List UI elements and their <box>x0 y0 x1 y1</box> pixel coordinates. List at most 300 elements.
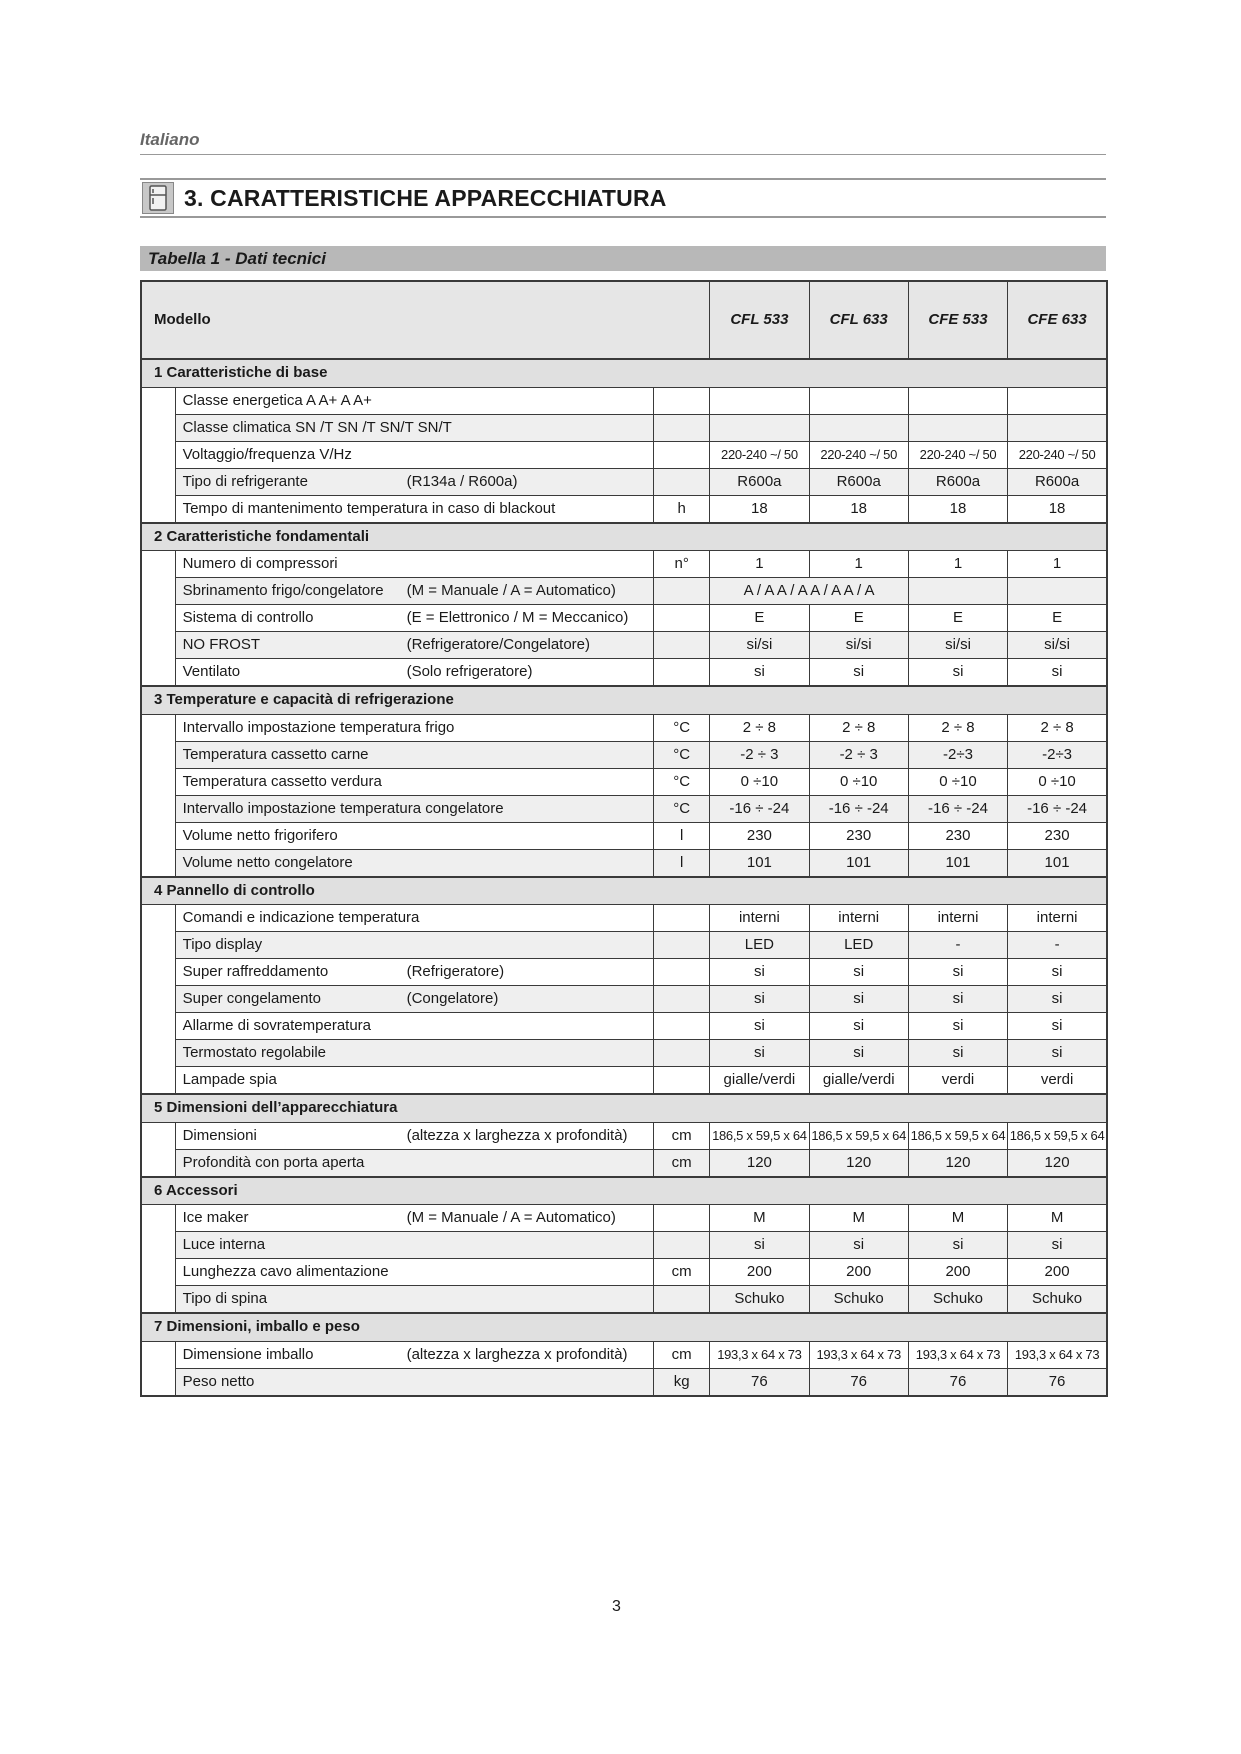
value-cell: 1 <box>809 551 908 578</box>
indent-cell <box>141 714 175 741</box>
value-cell: A / A A / A A / A A / A <box>710 578 909 605</box>
model-name: CFL 533 <box>710 281 809 359</box>
indent-cell <box>141 1149 175 1177</box>
row-label: Sbrinamento frigo/congelatore <box>182 582 384 599</box>
row-label: Super raffreddamento <box>182 963 329 980</box>
row-label: Super congelamento <box>182 990 322 1007</box>
row-label: Dimensione imballo <box>182 1345 314 1363</box>
value-cell: 230 <box>908 822 1007 849</box>
value-cell <box>908 578 1007 605</box>
value-cell: 200 <box>1008 1259 1107 1286</box>
value-cell: -16 ÷ -24 <box>908 795 1007 822</box>
row-label-cell <box>175 414 653 441</box>
row-note: (M = Manuale / A = Automatico) <box>406 1209 616 1226</box>
value-cell: si <box>710 959 809 986</box>
value-cell: 120 <box>710 1149 809 1177</box>
model-name: CFL 633 <box>809 281 908 359</box>
value-cell: si <box>710 659 809 687</box>
unit-cell: °C <box>654 795 710 822</box>
section-row <box>141 1313 1107 1341</box>
value-cell: Schuko <box>809 1286 908 1314</box>
value-cell: 101 <box>908 849 1007 877</box>
section-row <box>141 1177 1107 1205</box>
table-row <box>141 1259 1107 1286</box>
table-row <box>141 1122 1107 1149</box>
value-cell: - <box>908 932 1007 959</box>
table-row <box>141 578 1107 605</box>
value-cell: si <box>710 986 809 1013</box>
section-row <box>141 1094 1107 1122</box>
value-cell: 101 <box>809 849 908 877</box>
table-row <box>141 1040 1107 1067</box>
row-label-cell <box>175 441 653 468</box>
row-label-cell <box>175 1013 653 1040</box>
value-cell: Schuko <box>710 1286 809 1314</box>
row-label-cell <box>175 578 653 605</box>
section-title-cell: 1 Caratteristiche di base <box>141 359 1107 387</box>
unit-cell <box>654 659 710 687</box>
table-row <box>141 1341 1107 1368</box>
row-label: NO FROST <box>182 636 261 653</box>
unit-cell <box>654 1067 710 1095</box>
value-cell: Schuko <box>1008 1286 1107 1314</box>
indent-cell <box>141 1205 175 1232</box>
value-cell: E <box>710 605 809 632</box>
table-row <box>141 1232 1107 1259</box>
technical-data-table <box>140 280 1108 1397</box>
value-cell: LED <box>710 932 809 959</box>
row-label-cell <box>175 1040 653 1067</box>
value-cell: 220-240 ~/ 50 <box>1008 441 1107 468</box>
value-cell: si <box>809 659 908 687</box>
unit-cell <box>654 1286 710 1314</box>
value-cell: si/si <box>710 632 809 659</box>
technical-data-body <box>141 281 1107 1396</box>
value-cell: si <box>908 1232 1007 1259</box>
row-label: Comandi e indicazione temperatura <box>182 909 420 926</box>
value-cell <box>908 387 1007 414</box>
value-cell: interni <box>908 905 1007 932</box>
indent-cell <box>141 414 175 441</box>
row-label: Luce interna <box>182 1236 266 1253</box>
table-row <box>141 387 1107 414</box>
row-label-cell <box>175 1259 653 1286</box>
row-label-cell <box>175 468 653 495</box>
table-row <box>141 632 1107 659</box>
value-cell: si <box>908 986 1007 1013</box>
unit-cell: cm <box>654 1122 710 1149</box>
value-cell: 101 <box>710 849 809 877</box>
row-label-cell <box>175 741 653 768</box>
value-cell: si/si <box>1008 632 1107 659</box>
value-cell: si <box>710 1040 809 1067</box>
row-label: Termostato regolabile <box>182 1044 327 1061</box>
value-cell: si <box>809 959 908 986</box>
section-title-cell: 2 Caratteristiche fondamentali <box>141 523 1107 551</box>
section-header <box>140 178 1106 218</box>
value-cell: -2 ÷ 3 <box>809 741 908 768</box>
table-row <box>141 1149 1107 1177</box>
value-cell: E <box>908 605 1007 632</box>
row-label: Numero di compressori <box>182 555 338 572</box>
indent-cell <box>141 905 175 932</box>
row-label-cell <box>175 849 653 877</box>
table-row <box>141 822 1107 849</box>
unit-cell <box>654 632 710 659</box>
value-cell: 186,5 x 59,5 x 64 <box>1008 1122 1107 1149</box>
row-label: Tipo di spina <box>182 1290 268 1307</box>
unit-cell: h <box>654 495 710 523</box>
row-label-cell <box>175 495 653 523</box>
table-row <box>141 714 1107 741</box>
language-label: Italiano <box>140 130 200 149</box>
value-cell: si <box>1008 986 1107 1013</box>
row-note: (R134a / R600a) <box>406 472 518 490</box>
table-row <box>141 986 1107 1013</box>
row-label: Allarme di sovratemperatura <box>182 1017 372 1034</box>
value-cell <box>809 387 908 414</box>
row-label-cell <box>175 1341 653 1368</box>
section-row <box>141 686 1107 714</box>
value-cell: 18 <box>908 495 1007 523</box>
indent-cell <box>141 495 175 523</box>
section-title-cell: 3 Temperature e capacità di refrigerazione <box>141 686 1107 714</box>
table-row <box>141 659 1107 687</box>
table-row <box>141 495 1107 523</box>
indent-cell <box>141 1067 175 1095</box>
section-title-cell: 5 Dimensioni dell’apparecchiatura <box>141 1094 1107 1122</box>
table-caption: Tabella 1 - Dati tecnici <box>140 246 1106 271</box>
model-header-row <box>141 281 1107 359</box>
table-row <box>141 932 1107 959</box>
value-cell: 193,3 x 64 x 73 <box>1008 1341 1107 1368</box>
value-cell: -2÷3 <box>1008 741 1107 768</box>
row-label: Volume netto frigorifero <box>182 826 338 844</box>
value-cell: 2 ÷ 8 <box>710 714 809 741</box>
value-cell: -16 ÷ -24 <box>1008 795 1107 822</box>
value-cell: 0 ÷10 <box>1008 768 1107 795</box>
table-row <box>141 1286 1107 1314</box>
value-cell: E <box>1008 605 1107 632</box>
row-label-cell <box>175 1122 653 1149</box>
row-label-cell <box>175 959 653 986</box>
value-cell: interni <box>1008 905 1107 932</box>
indent-cell <box>141 387 175 414</box>
value-cell: 0 ÷10 <box>710 768 809 795</box>
unit-cell: l <box>654 822 710 849</box>
unit-cell <box>654 1205 710 1232</box>
model-label: Modello <box>141 281 710 359</box>
value-cell: Schuko <box>908 1286 1007 1314</box>
unit-cell <box>654 578 710 605</box>
row-note: (M = Manuale / A = Automatico) <box>406 582 616 599</box>
row-label-cell <box>175 986 653 1013</box>
value-cell: si <box>908 659 1007 687</box>
indent-cell <box>141 1040 175 1067</box>
value-cell <box>1008 414 1107 441</box>
value-cell: 120 <box>1008 1149 1107 1177</box>
value-cell: 2 ÷ 8 <box>809 714 908 741</box>
value-cell: M <box>710 1205 809 1232</box>
indent-cell <box>141 605 175 632</box>
value-cell: si <box>908 959 1007 986</box>
value-cell: 186,5 x 59,5 x 64 <box>809 1122 908 1149</box>
value-cell: M <box>908 1205 1007 1232</box>
row-note: (Solo refrigeratore) <box>406 663 533 680</box>
value-cell: si <box>1008 1040 1107 1067</box>
value-cell: - <box>1008 932 1107 959</box>
row-label: Ice maker <box>182 1209 249 1226</box>
value-cell: R600a <box>809 468 908 495</box>
value-cell: 76 <box>809 1368 908 1396</box>
value-cell: si <box>1008 659 1107 687</box>
unit-cell: °C <box>654 741 710 768</box>
value-cell: gialle/verdi <box>710 1067 809 1095</box>
value-cell: gialle/verdi <box>809 1067 908 1095</box>
row-label-cell <box>175 605 653 632</box>
unit-cell <box>654 468 710 495</box>
table-row <box>141 768 1107 795</box>
table-row <box>141 905 1107 932</box>
value-cell <box>908 414 1007 441</box>
row-label-cell <box>175 1368 653 1396</box>
table-row <box>141 741 1107 768</box>
value-cell: 230 <box>1008 822 1107 849</box>
value-cell: 0 ÷10 <box>908 768 1007 795</box>
value-cell: si <box>908 1040 1007 1067</box>
row-label-cell <box>175 932 653 959</box>
row-label-cell <box>175 714 653 741</box>
row-label: Sistema di controllo <box>182 609 314 626</box>
value-cell: -2 ÷ 3 <box>710 741 809 768</box>
table-row <box>141 414 1107 441</box>
row-label: Lampade spia <box>182 1071 277 1088</box>
section-row <box>141 359 1107 387</box>
indent-cell <box>141 659 175 687</box>
unit-cell <box>654 932 710 959</box>
value-cell: 120 <box>908 1149 1007 1177</box>
row-label-cell <box>175 1232 653 1259</box>
value-cell: 1 <box>710 551 809 578</box>
row-label: Voltaggio/frequenza V/Hz <box>182 445 352 463</box>
table-row <box>141 1368 1107 1396</box>
row-label-cell <box>175 1067 653 1095</box>
indent-cell <box>141 578 175 605</box>
value-cell: -16 ÷ -24 <box>809 795 908 822</box>
section-title-cell: 7 Dimensioni, imballo e peso <box>141 1313 1107 1341</box>
value-cell: 200 <box>710 1259 809 1286</box>
unit-cell: °C <box>654 768 710 795</box>
value-cell: 193,3 x 64 x 73 <box>908 1341 1007 1368</box>
value-cell: 230 <box>710 822 809 849</box>
indent-cell <box>141 932 175 959</box>
row-label-cell <box>175 659 653 687</box>
value-cell: interni <box>809 905 908 932</box>
table-row <box>141 468 1107 495</box>
indent-cell <box>141 768 175 795</box>
value-cell: M <box>809 1205 908 1232</box>
unit-cell: °C <box>654 714 710 741</box>
row-label-cell <box>175 632 653 659</box>
row-label-cell <box>175 1205 653 1232</box>
value-cell: si <box>1008 1232 1107 1259</box>
row-note: (altezza x larghezza x profondità) <box>406 1126 628 1144</box>
value-cell: si/si <box>809 632 908 659</box>
value-cell <box>710 414 809 441</box>
unit-cell: n° <box>654 551 710 578</box>
fridge-icon <box>142 182 174 214</box>
unit-cell: cm <box>654 1259 710 1286</box>
value-cell: 76 <box>710 1368 809 1396</box>
row-label: Dimensioni <box>182 1126 257 1144</box>
row-label-cell <box>175 387 653 414</box>
unit-cell: cm <box>654 1149 710 1177</box>
section-title: 3. CARATTERISTICHE APPARECCHIATURA <box>184 185 667 211</box>
value-cell: 101 <box>1008 849 1107 877</box>
value-cell: 193,3 x 64 x 73 <box>809 1341 908 1368</box>
indent-cell <box>141 795 175 822</box>
row-label-cell <box>175 795 653 822</box>
row-label: Lunghezza cavo alimentazione <box>182 1263 389 1280</box>
page-number: 3 <box>612 1598 621 1615</box>
model-name: CFE 633 <box>1008 281 1107 359</box>
row-label: Peso netto <box>182 1372 255 1390</box>
table-row <box>141 959 1107 986</box>
value-cell: si/si <box>908 632 1007 659</box>
value-cell: M <box>1008 1205 1107 1232</box>
row-label: Volume netto congelatore <box>182 853 353 871</box>
value-cell: si <box>809 1232 908 1259</box>
indent-cell <box>141 1368 175 1396</box>
unit-cell <box>654 959 710 986</box>
value-cell: -2÷3 <box>908 741 1007 768</box>
value-cell: -16 ÷ -24 <box>710 795 809 822</box>
row-label-cell <box>175 551 653 578</box>
row-label: Temperatura cassetto verdura <box>182 772 382 790</box>
indent-cell <box>141 741 175 768</box>
table-row <box>141 795 1107 822</box>
value-cell: 76 <box>908 1368 1007 1396</box>
value-cell: 220-240 ~/ 50 <box>908 441 1007 468</box>
indent-cell <box>141 1013 175 1040</box>
value-cell: si <box>809 1040 908 1067</box>
value-cell <box>710 387 809 414</box>
model-name: CFE 533 <box>908 281 1007 359</box>
table-row <box>141 1067 1107 1095</box>
value-cell: 0 ÷10 <box>809 768 908 795</box>
value-cell: si <box>908 1013 1007 1040</box>
unit-cell: kg <box>654 1368 710 1396</box>
indent-cell <box>141 1259 175 1286</box>
value-cell: si <box>809 1013 908 1040</box>
row-note: (E = Elettronico / M = Meccanico) <box>406 609 629 626</box>
value-cell: si <box>1008 1013 1107 1040</box>
value-cell: interni <box>710 905 809 932</box>
row-note: (Refrigeratore/Congelatore) <box>406 636 591 653</box>
unit-cell <box>654 414 710 441</box>
section-title-cell: 4 Pannello di controllo <box>141 877 1107 905</box>
value-cell: 220-240 ~/ 50 <box>710 441 809 468</box>
value-cell: 2 ÷ 8 <box>1008 714 1107 741</box>
table-row <box>141 849 1107 877</box>
unit-cell <box>654 387 710 414</box>
value-cell: 186,5 x 59,5 x 64 <box>710 1122 809 1149</box>
value-cell: 1 <box>1008 551 1107 578</box>
unit-cell <box>654 905 710 932</box>
value-cell: R600a <box>710 468 809 495</box>
row-label-cell <box>175 905 653 932</box>
table-row <box>141 551 1107 578</box>
row-label-cell <box>175 768 653 795</box>
value-cell: si <box>1008 959 1107 986</box>
value-cell: 186,5 x 59,5 x 64 <box>908 1122 1007 1149</box>
table-row <box>141 1205 1107 1232</box>
row-note: (altezza x larghezza x profondità) <box>406 1345 628 1363</box>
row-note: (Refrigeratore) <box>406 963 505 980</box>
indent-cell <box>141 849 175 877</box>
value-cell: 18 <box>710 495 809 523</box>
row-label: Ventilato <box>182 663 241 680</box>
value-cell: 230 <box>809 822 908 849</box>
unit-cell <box>654 1232 710 1259</box>
unit-cell <box>654 605 710 632</box>
indent-cell <box>141 959 175 986</box>
value-cell: 200 <box>809 1259 908 1286</box>
unit-cell <box>654 986 710 1013</box>
indent-cell <box>141 986 175 1013</box>
row-label: Temperatura cassetto carne <box>182 745 369 763</box>
row-label: Tempo di mantenimento temperatura in caso di blackout <box>182 499 556 517</box>
value-cell: R600a <box>1008 468 1107 495</box>
value-cell: E <box>809 605 908 632</box>
indent-cell <box>141 632 175 659</box>
value-cell: 120 <box>809 1149 908 1177</box>
value-cell: 18 <box>1008 495 1107 523</box>
indent-cell <box>141 1122 175 1149</box>
value-cell: si <box>710 1013 809 1040</box>
row-label: Classe energetica A A+ A A+ <box>182 391 372 409</box>
value-cell: LED <box>809 932 908 959</box>
value-cell <box>1008 578 1107 605</box>
row-label: Classe climatica SN /T SN /T SN/T SN/T <box>182 418 452 436</box>
indent-cell <box>141 1286 175 1314</box>
value-cell: 220-240 ~/ 50 <box>809 441 908 468</box>
row-label: Intervallo impostazione temperatura frigo <box>182 718 455 736</box>
value-cell <box>1008 387 1107 414</box>
unit-cell <box>654 1013 710 1040</box>
value-cell <box>809 414 908 441</box>
row-label: Tipo di refrigerante <box>182 472 308 490</box>
row-label-cell <box>175 1286 653 1314</box>
table-row <box>141 441 1107 468</box>
section-row <box>141 877 1107 905</box>
unit-cell <box>654 1040 710 1067</box>
table-row <box>141 1013 1107 1040</box>
value-cell: 18 <box>809 495 908 523</box>
section-title-cell: 6 Accessori <box>141 1177 1107 1205</box>
value-cell: 2 ÷ 8 <box>908 714 1007 741</box>
value-cell: 193,3 x 64 x 73 <box>710 1341 809 1368</box>
row-label: Tipo display <box>182 936 263 953</box>
table-row <box>141 605 1107 632</box>
row-label-cell <box>175 1149 653 1177</box>
indent-cell <box>141 822 175 849</box>
row-note: (Congelatore) <box>406 990 499 1007</box>
indent-cell <box>141 1341 175 1368</box>
indent-cell <box>141 441 175 468</box>
value-cell: si <box>809 986 908 1013</box>
indent-cell <box>141 468 175 495</box>
